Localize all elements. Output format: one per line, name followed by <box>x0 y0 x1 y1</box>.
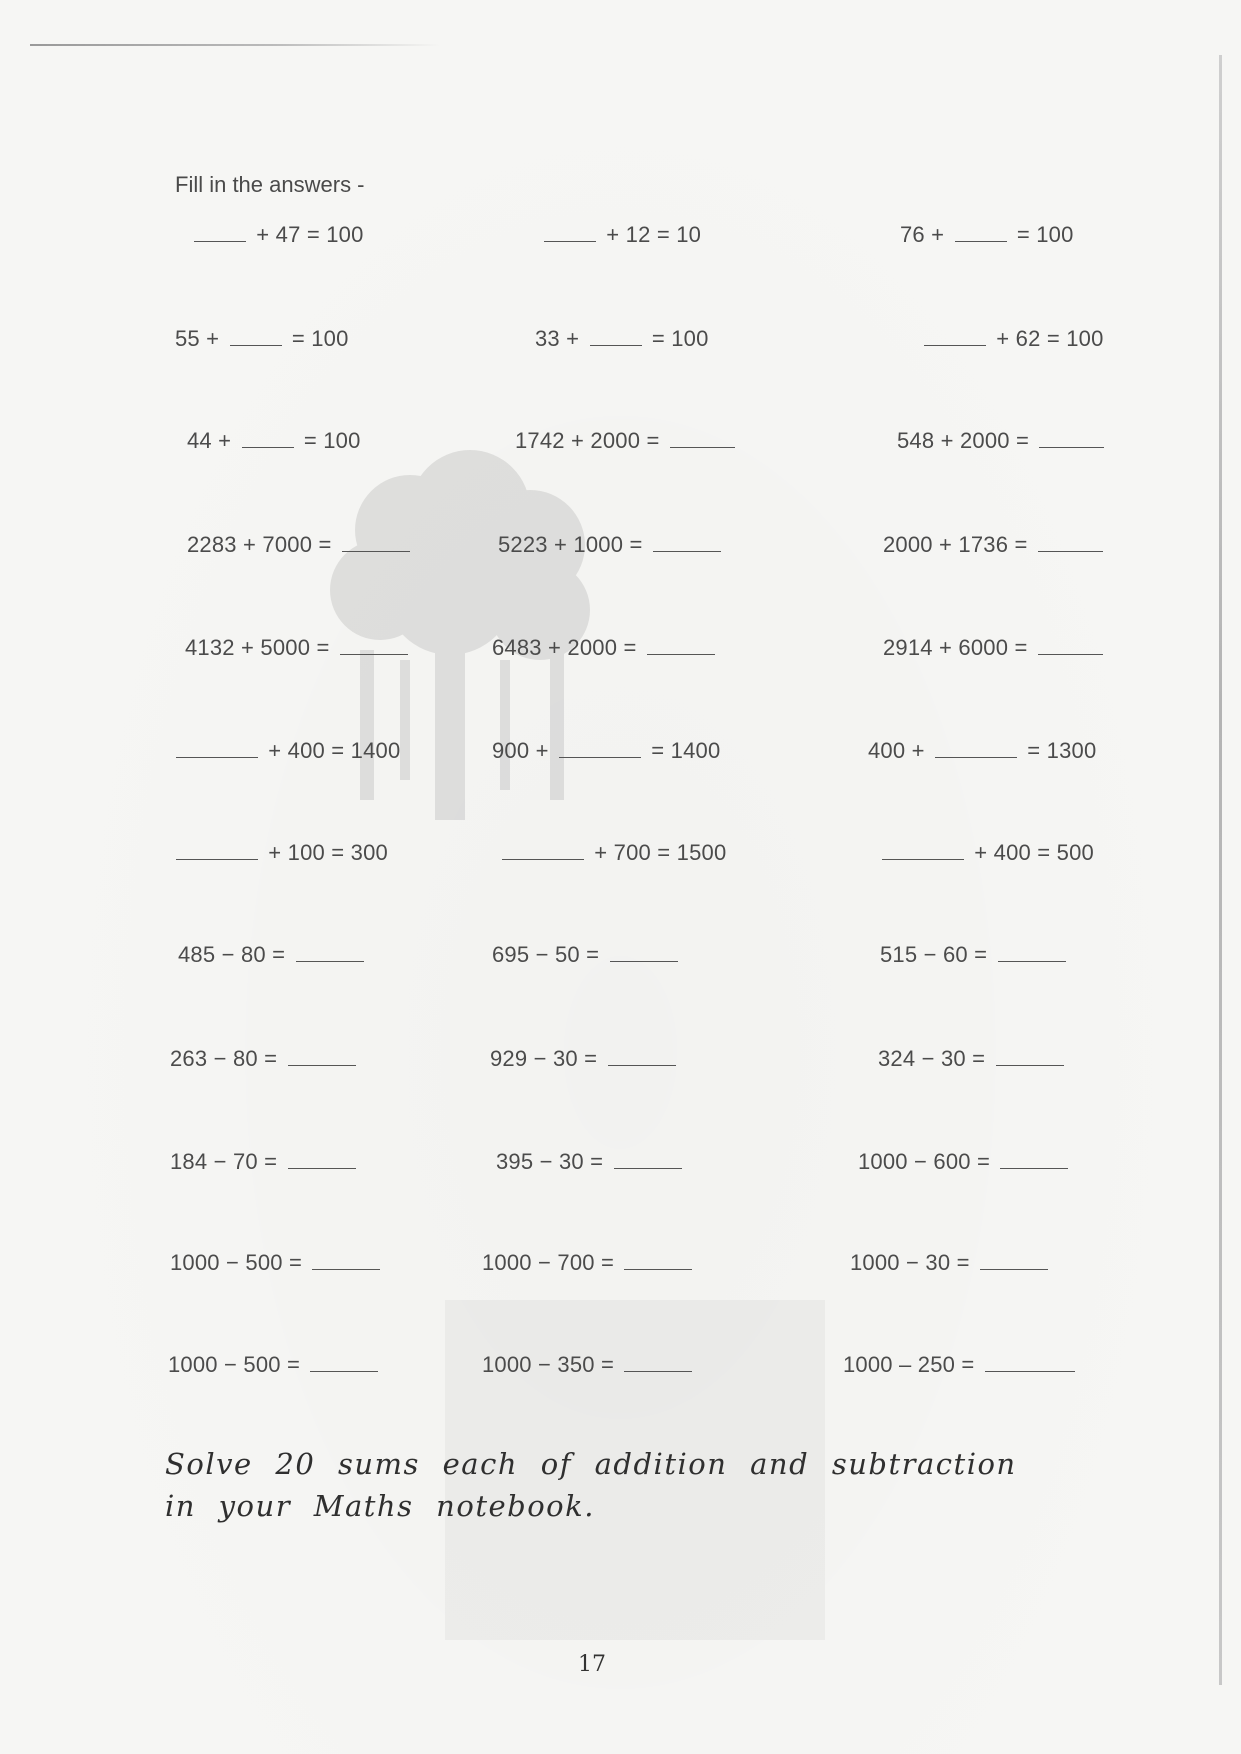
math-problem <box>878 1046 1068 1072</box>
answer-blank[interactable] <box>924 327 986 346</box>
math-problem <box>883 532 1107 558</box>
problem-text-before: 1000 − 700 = <box>482 1250 621 1275</box>
answer-blank[interactable] <box>614 1150 682 1169</box>
answer-blank[interactable] <box>610 943 678 962</box>
problem-text-after: + 47 = 100 <box>250 222 364 247</box>
math-problem <box>498 840 726 866</box>
answer-blank[interactable] <box>590 327 642 346</box>
answer-blank[interactable] <box>955 223 1007 242</box>
math-problem <box>880 942 1070 968</box>
problem-text-before: 44 + <box>187 428 238 453</box>
answer-blank[interactable] <box>312 1251 380 1270</box>
math-problem <box>850 1250 1052 1276</box>
math-problem <box>168 1352 382 1378</box>
problem-text-before: 515 − 60 = <box>880 942 994 967</box>
problem-text-after: = 1400 <box>644 738 721 763</box>
problem-text-before: 2000 + 1736 = <box>883 532 1034 557</box>
math-problem <box>170 1250 384 1276</box>
problem-text-before: 485 − 80 = <box>178 942 292 967</box>
problem-text-before: 263 − 80 = <box>170 1046 284 1071</box>
problem-text-before: 76 + <box>900 222 951 247</box>
answer-blank[interactable] <box>1039 429 1104 448</box>
answer-blank[interactable] <box>624 1251 692 1270</box>
answer-blank[interactable] <box>176 739 258 758</box>
problem-text-before: 33 + <box>535 326 586 351</box>
math-problem <box>190 222 364 248</box>
math-problem <box>170 1046 360 1072</box>
math-problem <box>187 428 361 454</box>
problem-text-after: + 400 = 500 <box>968 840 1094 865</box>
problem-text-before: 395 − 30 = <box>496 1149 610 1174</box>
problem-text-after: = 100 <box>297 428 361 453</box>
problem-text-before: 2914 + 6000 = <box>883 635 1034 660</box>
problem-text-before: 2283 + 7000 = <box>187 532 338 557</box>
math-problem <box>498 532 725 558</box>
problem-text-after: = 100 <box>285 326 349 351</box>
problem-text-before: 1000 – 250 = <box>843 1352 981 1377</box>
answer-blank[interactable] <box>980 1251 1048 1270</box>
math-problem <box>492 942 682 968</box>
problem-text-after: + 100 = 300 <box>262 840 388 865</box>
answer-blank[interactable] <box>176 841 258 860</box>
problem-text-after: + 62 = 100 <box>990 326 1104 351</box>
handwritten-note: Solve 20 sums each of addition and subtraction in your Maths notebook. <box>165 1447 1017 1523</box>
answer-blank[interactable] <box>340 636 408 655</box>
answer-blank[interactable] <box>608 1047 676 1066</box>
math-problem <box>897 428 1108 454</box>
math-problem <box>492 738 720 764</box>
problem-text-before: 548 + 2000 = <box>897 428 1036 453</box>
answer-blank[interactable] <box>194 223 246 242</box>
answer-blank[interactable] <box>996 1047 1064 1066</box>
answer-blank[interactable] <box>670 429 735 448</box>
instruction-text: Fill in the answers - <box>175 172 365 197</box>
problem-text-after: + 700 = 1500 <box>588 840 727 865</box>
problem-text-after: = 1300 <box>1020 738 1097 763</box>
answer-blank[interactable] <box>288 1150 356 1169</box>
math-problem <box>482 1250 696 1276</box>
answer-blank[interactable] <box>310 1353 378 1372</box>
math-problem <box>482 1352 696 1378</box>
math-problem <box>535 326 709 352</box>
math-problem <box>185 635 412 661</box>
problem-text-before: 324 − 30 = <box>878 1046 992 1071</box>
math-problem <box>900 222 1074 248</box>
answer-blank[interactable] <box>1038 533 1103 552</box>
answer-blank[interactable] <box>242 429 294 448</box>
problem-text-before: 1000 − 500 = <box>170 1250 309 1275</box>
answer-blank[interactable] <box>1038 636 1103 655</box>
problem-text-before: 400 + <box>868 738 931 763</box>
problem-text-after: = 100 <box>1010 222 1074 247</box>
answer-blank[interactable] <box>502 841 584 860</box>
problem-text-before: 929 − 30 = <box>490 1046 604 1071</box>
answer-blank[interactable] <box>544 223 596 242</box>
answer-blank[interactable] <box>935 739 1017 758</box>
page-number: 17 <box>578 1652 606 1677</box>
problem-text-before: 184 − 70 = <box>170 1149 284 1174</box>
scan-edge-line <box>30 44 440 46</box>
problem-text-before: 1000 − 600 = <box>858 1149 997 1174</box>
math-problem <box>490 1046 680 1072</box>
math-problem <box>878 840 1094 866</box>
problem-text-before: 1000 − 350 = <box>482 1352 621 1377</box>
math-problem <box>858 1149 1072 1175</box>
answer-blank[interactable] <box>998 943 1066 962</box>
answer-blank[interactable] <box>342 533 410 552</box>
problem-text-after: = 100 <box>645 326 709 351</box>
math-problem <box>172 738 400 764</box>
scan-right-edge <box>1219 55 1222 1685</box>
answer-blank[interactable] <box>296 943 364 962</box>
math-problem <box>883 635 1107 661</box>
math-problem <box>515 428 739 454</box>
answer-blank[interactable] <box>647 636 715 655</box>
problem-text-before: 55 + <box>175 326 226 351</box>
answer-blank[interactable] <box>882 841 964 860</box>
answer-blank[interactable] <box>559 739 641 758</box>
math-problem <box>540 222 701 248</box>
problem-text-before: 4132 + 5000 = <box>185 635 336 660</box>
problem-text-before: 6483 + 2000 = <box>492 635 643 660</box>
problem-text-before: 900 + <box>492 738 555 763</box>
math-problem <box>868 738 1096 764</box>
answer-blank[interactable] <box>985 1353 1075 1372</box>
math-problem <box>178 942 368 968</box>
answer-blank[interactable] <box>288 1047 356 1066</box>
math-problem <box>843 1352 1079 1378</box>
problem-text-after: + 400 = 1400 <box>262 738 401 763</box>
math-problem <box>920 326 1104 352</box>
problem-text-before: 1000 − 30 = <box>850 1250 976 1275</box>
problem-text-before: 1000 − 500 = <box>168 1352 307 1377</box>
answer-blank[interactable] <box>230 327 282 346</box>
problem-text-before: 5223 + 1000 = <box>498 532 649 557</box>
problem-text-before: 695 − 50 = <box>492 942 606 967</box>
math-problem <box>496 1149 686 1175</box>
answer-blank[interactable] <box>653 533 721 552</box>
math-problem <box>492 635 719 661</box>
answer-blank[interactable] <box>624 1353 692 1372</box>
answer-blank[interactable] <box>1000 1150 1068 1169</box>
math-problem <box>170 1149 360 1175</box>
math-problem <box>175 326 349 352</box>
problem-text-before: 1742 + 2000 = <box>515 428 666 453</box>
math-problem <box>172 840 388 866</box>
problem-text-after: + 12 = 10 <box>600 222 702 247</box>
math-problem <box>187 532 414 558</box>
